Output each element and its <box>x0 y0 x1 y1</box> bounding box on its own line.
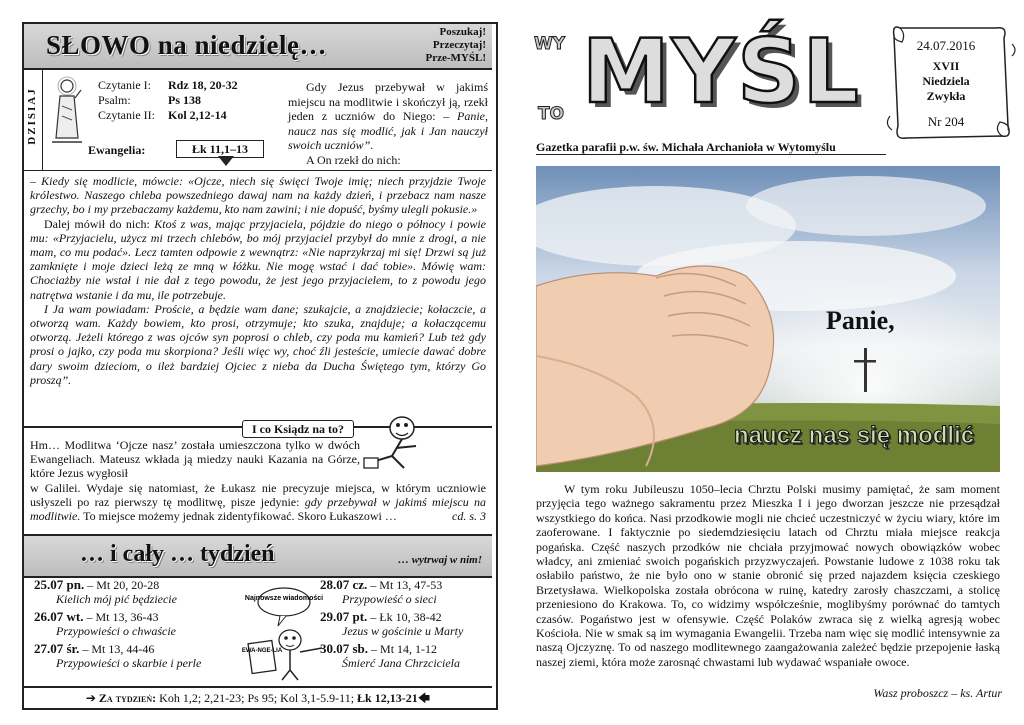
issue-number: Nr 204 <box>927 114 965 129</box>
issue-info: 24.07.2016 XVII Niedziela Zwykła Nr 204 <box>900 38 992 129</box>
motto-line: Prze-MYŚL! <box>425 52 486 64</box>
arrow-right-icon: ➔ <box>85 691 96 705</box>
priest-comment-label: I co Ksiądz na to? <box>242 420 354 438</box>
gospel-label: Ewangelia: <box>88 143 146 157</box>
gospel-paragraph: Ktoś z was, mając przyjaciela, pójdzie do niego o północy i powie mu: «Przyjacielu, użycz mi trzech chlebów, bo mój przyjaciel przybył do mnie z drogi, a nie mam, co mu podać». Lecz tamten odpowie z wewnątrz: «Nie naprzykrzaj mi się! Drzwi są już zamknięte i moje dzieci leżą ze mną w łóżku. Nie mogę wstać i dać tobie». Mówię wam: Chociażby nie wstał i nie dał z tego powodu, że jest jego przyjacielem, to z powodu jego natrętwa wstanie i da mu, ile potrzebuje. <box>30 216 486 302</box>
continued-note: cd. s. 3 <box>452 509 486 524</box>
today-strip <box>24 70 43 170</box>
day-item: 30.07 sb. – Mt 14, 1-12 Śmierć Jana Chrzciciela <box>320 641 460 670</box>
day-item: 25.07 pn. – Mt 20, 20-28 Kielich mój pić będziecie <box>34 577 177 606</box>
gospel-intro: Gdy Jezus przebywał w jakimś miejscu na modlitwie i skończył ją, rzekł jeden z uczniów do Niego: – Panie, naucz nas się modlić, jak i Jan nauczył swoich uczniów”. A On rzekł do nich: <box>288 80 489 167</box>
readings-list <box>98 78 238 123</box>
divider <box>536 154 886 155</box>
divider <box>24 170 492 171</box>
issue-date: 24.07.2016 <box>916 38 976 53</box>
logo-mysl: MYŚL <box>582 20 861 123</box>
book-text: EWA-NGE-LIA <box>241 648 283 654</box>
reading-row: Psalm: Ps 138 <box>98 93 201 107</box>
next-week: ➔ Za tydzień: Koh 1,2; 2,21-23; Ps 95; Kol 3,1-5.9-11; Łk 12,13-21🡄 <box>24 686 492 708</box>
reading-row: Czytanie I: Rdz 18, 20-32 <box>98 78 238 92</box>
gospel-ref-box: Łk 11,1–13 <box>176 140 264 158</box>
article-text: W tym roku Jubileuszu 1050–lecia Chrztu Polski musimy pamiętać, że sam moment przyjęcia tego ważnego sakramentu przez Mieszka I i jego dworzan jeszcze nie przesądzał wszystkiego do końca. Nasi przodkowie mogli nie chcieć uczestniczyć w życiu wiary, które im zaoferowane. I faktycznie po siedemdziesięciu latach od Chrztu miała miejsce reakcja pogańska. Część naszych przodków nie chciała przyjmować nowych obowiązków wobec władcy, ani zmieniać swoich pogańskich przyzwyczajeń. Powstanie ludowe z 1038 roku tak osłabiło państwo, że nie było ono w stanie obronić się przed najazdem księcia czeskiego Brzetysława. Wielkopolska została obrócona w ruinę, katedry zarosły chaszczami, a stolicę przeniesiono do Krakowa. To, co widzimy współcześnie, moglibyśmy porównać do tamtych czasów. Pogaństwo jest w ofensywie. Część Polaków zwraca się z wielką agresją wobec Kościoła. Nie w smak są im wymagania Ewangelii. Trzeba nam więc się modlić intensywnie za naszą Ojczyznę. To od naszego modlitewnego zaangażowania zależeć będzie przepojenie łaską naszej ziemi, która może zarosnąć chwastami lub wydawać wspaniałe owoce. <box>536 482 1000 669</box>
reading-row: Czytanie II: Kol 2,12-14 <box>98 108 227 122</box>
week-header <box>24 534 492 578</box>
priest-comment-text: Hm… Modlitwa ‘Ojcze nasz’ została umieszczona tylko w dwóch Ewangeliach. Mateusz wkłada ją miedzy nauki Kazania na Górze, które Jezus wygłosił w Galilei. Wydaje się natomiast, że Łukasz nie precyzuje miejsca, w którym uczniowie usłyszeli po raz pierwszy tę modlitwę, pisze jedynie: gdy przebywał w jakimś miejscu na modlitwie. To miejsce możemy jednak zidentyfikować. Skoro Łukaszowi … cd. s. 3 <box>30 438 487 524</box>
day-item: 27.07 śr. – Mt 13, 44-46 Przypowieści o skarbie i perle <box>34 641 202 670</box>
arrow-left-icon: 🡄 <box>417 691 431 705</box>
bubble-text: Najnowsze wiadomości <box>244 595 324 602</box>
week-title: … i cały … tydzień <box>80 541 275 567</box>
saint-figure-icon <box>48 76 86 148</box>
day-item: 29.07 pt. – Łk 10, 38-42 Jezus w gościnie u Marty <box>320 609 464 638</box>
motto <box>426 26 486 65</box>
motto-line: Poszukaj! <box>439 26 486 38</box>
day-item: 28.07 cz. – Mt 13, 47-53 Przypowieść o sieci <box>320 577 443 606</box>
sunday-number: XVII <box>932 59 960 73</box>
logo-to: TO <box>538 104 565 124</box>
photo-caption-1: Panie, <box>826 306 895 335</box>
right-page <box>512 0 1024 725</box>
subtitle: Gazetka parafii p.w. św. Michała Archanioła w Wytomyślu <box>536 140 836 154</box>
left-page <box>22 22 496 706</box>
logo-wy: WY <box>534 34 566 54</box>
day-item: 26.07 wt. – Mt 13, 36-43 Przypowieści o chwaście <box>34 609 176 638</box>
gospel-text: – Kiedy się modlicie, mówcie: «Ojcze, niech się święci Twoje imię; niech przyjdzie Twoje królestwo. Naszego chleba powszedniego dawaj nam na każdy dzień, i przebacz nam nasze grzechy, bo i my przebaczamy każdemu, kto nam zawini; i nie dopuść, byśmy ulegli pokusie.» Dalej mówił do nich: Ktoś z was, mając przyjaciela, pójdzie do niego o północy i powie mu: «Przyjacielu, użycz mi trzech chlebów, bo mój przyjaciel przybył do mnie z drogi, a nie mam, co mu podać». Lecz tamten odpowie z wewnątrz: «Nie naprzykrzaj mi się! Drzwi są już zamknięte i moje dzieci leżą ze mną w łóżku. Nie mogę wstać i dać tobie». Mówię wam: Chociażby nie wstał i nie dał z tego powodu, że jest jego przyjacielem, to z powodu jego natrętwa wstanie i da mu, ile potrzebuje. I Ja wam powiadam: Proście, a będzie wam dane; szukajcie, a znajdziecie; kołaczcie, a otworzą wam. Każdy bowiem, kto prosi, otrzymuje; kto szuka, znajduje; a kołaczącemu otworzą. Jeżeli którego z was ojców syn poprosi o chleb, czy poda mu kamień? Lub też gdy prosi o jajko, czy poda mu skorpiona? Jeśli więc wy, choć źli jesteście, umiecie dawać dobre dary swoim dzieciom, o ileż bardziej Ojciec z nieba da Ducha Świętego tym, którzy Go proszą”. <box>30 174 486 387</box>
photo-caption-2: naucz nas się modlić <box>734 422 975 449</box>
praying-hands-photo <box>536 166 1000 472</box>
slowo-header <box>24 24 492 70</box>
slowo-title: SŁOWO na niedzielę… <box>46 30 328 60</box>
gospel-arrow-icon <box>218 156 234 166</box>
signature: Wasz proboszcz – ks. Artur <box>873 686 1002 700</box>
week-motto: … wytrwaj w nim! <box>397 554 482 566</box>
masthead-logo <box>526 22 876 142</box>
gospel-paragraph: – Kiedy się modlicie, mówcie: «Ojcze, niech się święci Twoje imię; niech przyjdzie Twoje królestwo. Naszego chleba powszedniego dawaj nam na każdy dzień, i przebacz nam nasze grzechy, bo i my przebaczamy każdemu, kto nam zawini; i nie dopuść, byśmy ulegli pokusie.» <box>30 174 486 217</box>
news-reader-cartoon-icon <box>222 582 332 682</box>
gospel-paragraph: I Ja wam powiadam: Proście, a będzie wam dane; szukajcie, a znajdziecie; kołaczcie, a otworzą wam. Każdy bowiem, kto prosi, otrzymuje; kto szuka, znajduje; a kołaczącemu otworzą. Jeżeli którego z was ojców syn poprosi o chleb, czy poda mu kamień? Lub też gdy prosi o jajko, czy poda mu skorpiona? Jeśli więc wy, choć źli jesteście, umiecie dawać dobre dary swoim dzieciom, o ileż bardziej Ojciec z nieba da Ducha Świętego tym, którzy Go proszą”. <box>30 301 486 387</box>
motto-line: Przeczytaj! <box>432 39 486 51</box>
article <box>536 482 1000 669</box>
today-label: DZISIAJ <box>26 87 38 145</box>
